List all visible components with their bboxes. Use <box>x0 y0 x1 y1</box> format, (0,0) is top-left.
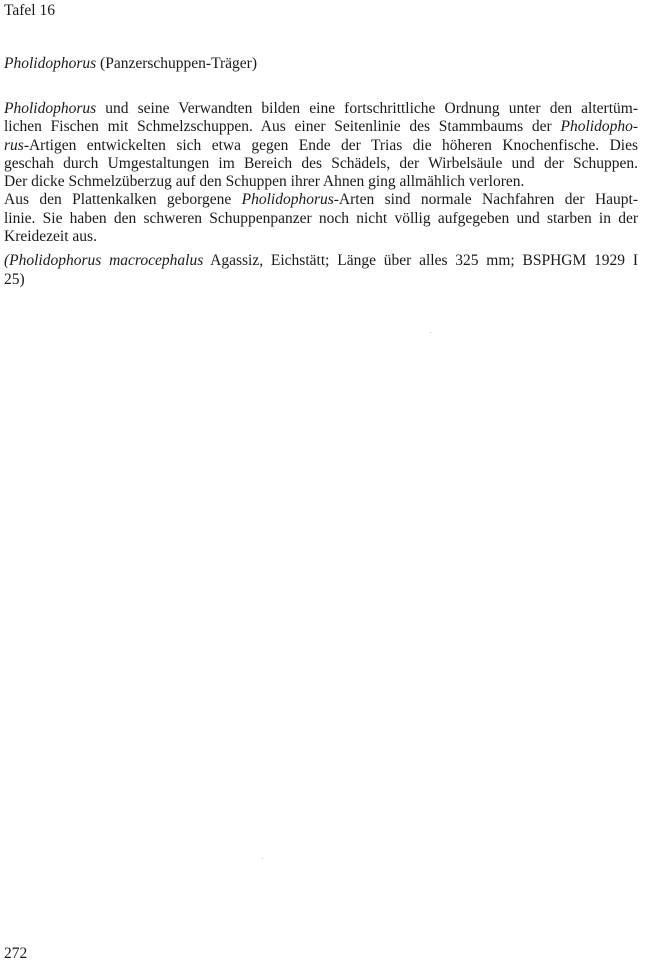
page-title <box>4 54 257 74</box>
title-genus: Pholidophorus <box>4 55 97 72</box>
paragraph-2 <box>4 191 638 246</box>
genus-name: rus <box>4 136 24 154</box>
caption-line-1 <box>4 252 638 270</box>
paragraph-1-line-3 <box>4 137 638 155</box>
species-name: (Pholidophorus macrocephalus <box>4 252 204 270</box>
specimen-caption <box>4 252 638 289</box>
text-run: -Artigen entwickelten sich etwa gegen Ende der Trias die höheren Knochenfische. Dies <box>23 136 638 154</box>
paragraph-1 <box>4 100 638 191</box>
paragraph-1-line-1 <box>4 100 638 118</box>
text-run: Aus den Plattenkalken geborgene <box>4 191 242 209</box>
genus-name: Pholidopho- <box>560 118 638 136</box>
text-run: lichen Fischen mit Schmelzschuppen. Aus einer Seitenlinie des Stammbaums der <box>4 118 561 136</box>
scan-speck <box>430 332 431 333</box>
text-run: -Arten sind normale Nachfahren der Haupt- <box>333 191 638 209</box>
paragraph-1-line-5 <box>4 173 638 191</box>
text-run: Agassiz, Eichstätt; Länge über alles 325 mm; BSPHGM 1929 I <box>203 252 639 270</box>
text-run: 25) <box>4 270 25 288</box>
text-run: Kreidezeit aus. <box>4 228 97 246</box>
paragraph-2-line-1 <box>4 191 638 209</box>
scan-speck <box>262 858 263 859</box>
title-common-name: (Panzerschuppen-Träger) <box>100 55 257 72</box>
genus-name: Pholidophorus <box>241 191 334 209</box>
paragraph-1-line-2 <box>4 118 638 136</box>
paragraph-2-line-3 <box>4 228 638 246</box>
genus-name: Pholidophorus <box>4 100 97 117</box>
page-number: 272 <box>4 945 28 962</box>
paragraph-2-line-2 <box>4 210 638 228</box>
paragraph-1-line-4 <box>4 155 638 173</box>
text-run: linie. Sie haben den schweren Schuppenpanzer noch nicht völlig aufgegeben und starben in der <box>4 209 638 227</box>
text-run: und seine Verwandten bilden eine fortschrittliche Ordnung unter den altertüm- <box>96 100 638 117</box>
plate-header: Tafel 16 <box>4 2 55 19</box>
text-run: geschah durch Umgestaltungen im Bereich des Schädels, der Wirbelsäule und der Schuppen. <box>4 154 638 172</box>
caption-line-2 <box>4 271 638 289</box>
body-text <box>4 100 638 289</box>
text-run: Der dicke Schmelzüberzug auf den Schuppen ihrer Ahnen ging allmählich verloren. <box>4 173 525 191</box>
